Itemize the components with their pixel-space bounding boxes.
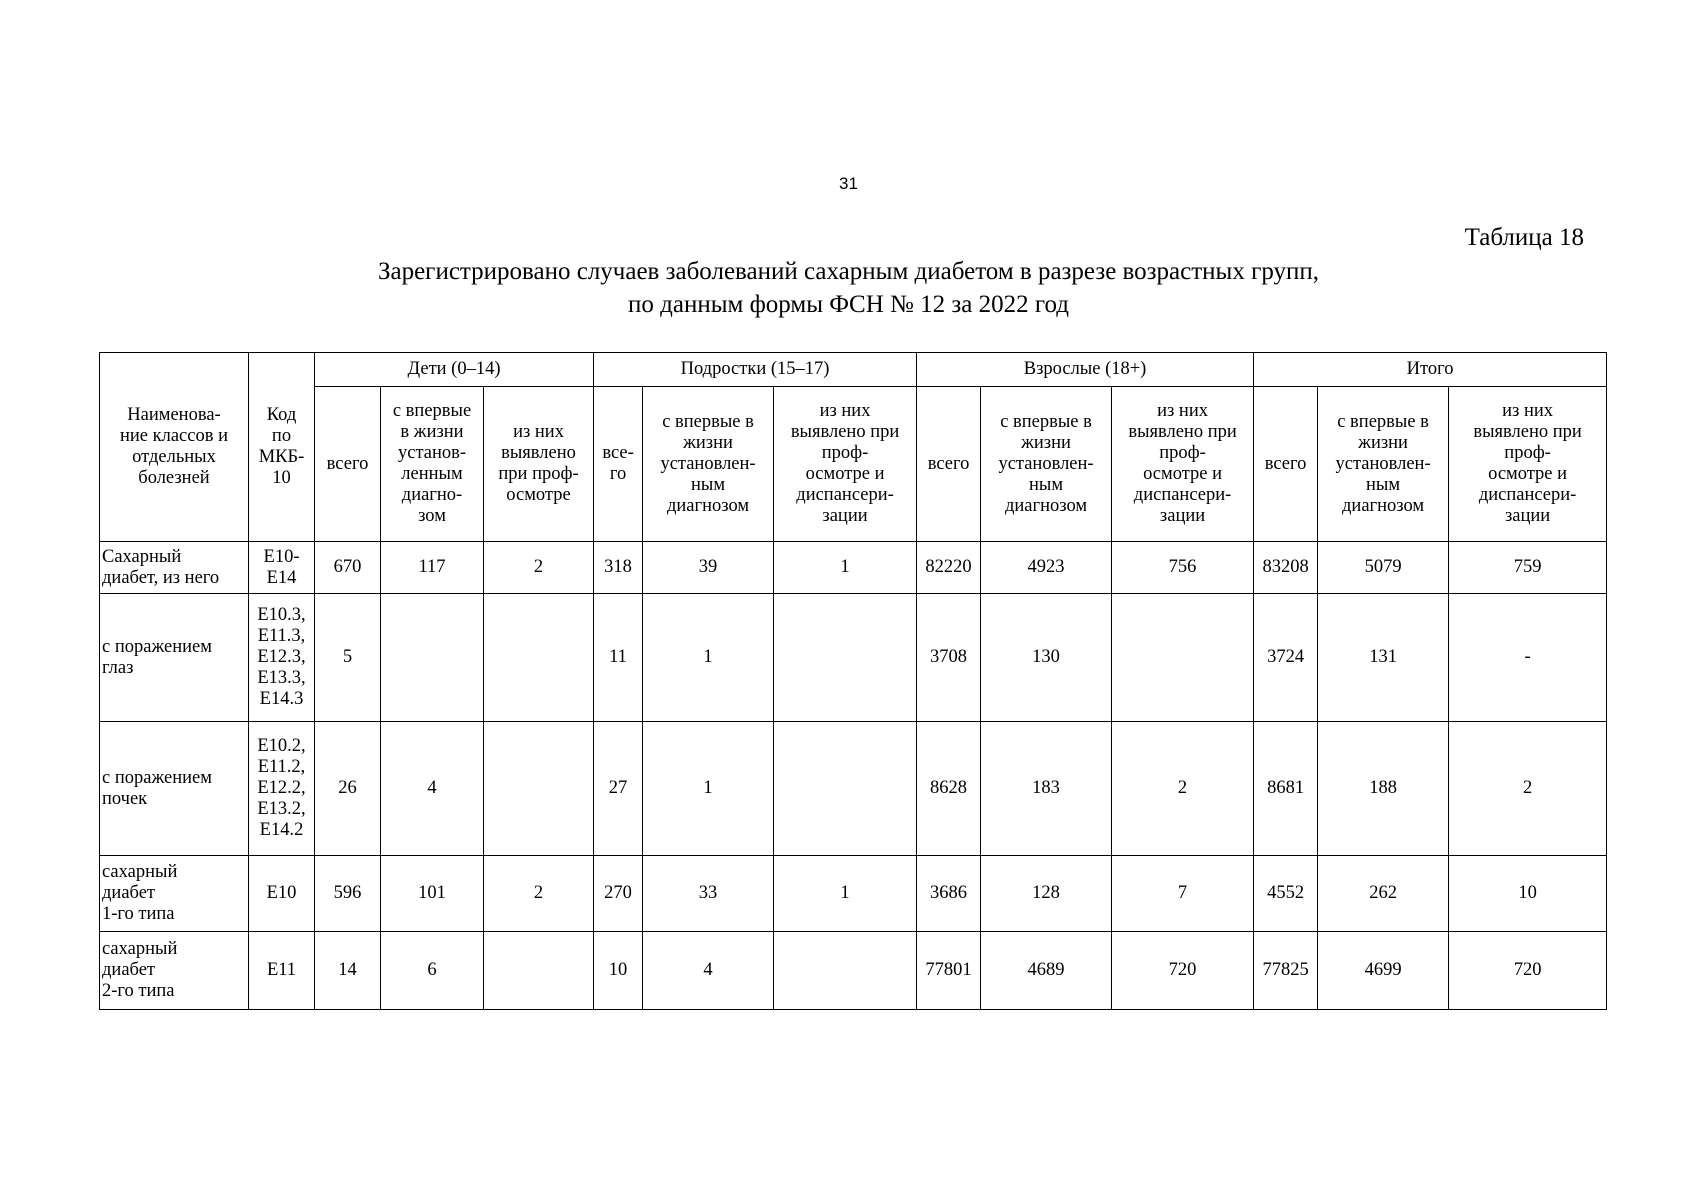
disease-name-line: диабет xyxy=(102,960,155,980)
header-sub-cell: с впервые в жизни установлен- ным диагнозом xyxy=(981,387,1112,542)
value-cell: 4 xyxy=(643,932,774,1010)
value-cell: 1 xyxy=(643,722,774,856)
header-sub-cell: всего xyxy=(1254,387,1318,542)
disease-name-line: сахарный xyxy=(102,939,178,959)
value-cell: 2 xyxy=(484,542,594,594)
icd-code-line: Е11.3, xyxy=(257,626,306,646)
value-cell: 6 xyxy=(381,932,484,1010)
header-sub-cell: из них выявлено при проф- осмотре и диспансери- зации xyxy=(1449,387,1607,542)
table-row xyxy=(100,542,1607,594)
header-sub-cell: из них выявлено при проф- осмотре xyxy=(484,387,594,542)
value-cell: 4 xyxy=(381,722,484,856)
disease-name-line: глаз xyxy=(102,657,134,678)
disease-name-cell xyxy=(100,722,249,856)
value-cell: 7 xyxy=(1112,856,1254,932)
value-cell: 130 xyxy=(981,594,1112,722)
disease-name-cell xyxy=(100,932,249,1010)
disease-name-line: 1-го типа xyxy=(102,904,175,924)
disease-name-line: почек xyxy=(102,788,148,809)
value-cell: 11 xyxy=(594,594,643,722)
icd-code-cell xyxy=(249,722,315,856)
value-cell xyxy=(484,594,594,722)
header-group-children: Дети (0–14) xyxy=(315,353,594,387)
value-cell: 10 xyxy=(1449,856,1607,932)
table-row xyxy=(100,856,1607,932)
icd-code-cell xyxy=(249,932,315,1010)
value-cell: 1 xyxy=(774,856,917,932)
header-row-sub xyxy=(100,387,1607,542)
header-name-col: Наименова- ние классов и отдельных болезней xyxy=(100,353,249,542)
value-cell: - xyxy=(1449,594,1607,722)
value-cell xyxy=(484,932,594,1010)
value-cell xyxy=(484,722,594,856)
value-cell: 4689 xyxy=(981,932,1112,1010)
page-number: 31 xyxy=(839,174,858,193)
header-sub-cell: все- го xyxy=(594,387,643,542)
icd-code-line: Е14.3 xyxy=(259,689,304,709)
value-cell: 117 xyxy=(381,542,484,594)
value-cell: 10 xyxy=(594,932,643,1010)
disease-name-line: 2-го типа xyxy=(102,981,175,1001)
icd-code-line: Е12.3, xyxy=(257,647,306,667)
icd-code-line: Е10- xyxy=(263,546,300,567)
disease-name-line: с поражением xyxy=(102,767,212,788)
value-cell: 2 xyxy=(1449,722,1607,856)
header-sub-cell: всего xyxy=(917,387,981,542)
icd-code-line: Е11.2, xyxy=(257,757,306,777)
table-row xyxy=(100,594,1607,722)
value-cell: 8681 xyxy=(1254,722,1318,856)
value-cell xyxy=(381,594,484,722)
value-cell: 1 xyxy=(643,594,774,722)
value-cell: 183 xyxy=(981,722,1112,856)
value-cell: 720 xyxy=(1449,932,1607,1010)
icd-code-line: Е10.3, xyxy=(257,605,306,625)
header-sub-cell: с впервые в жизни установ- ленным диагно- зом xyxy=(381,387,484,542)
value-cell: 4923 xyxy=(981,542,1112,594)
value-cell: 82220 xyxy=(917,542,981,594)
value-cell: 14 xyxy=(315,932,381,1010)
value-cell: 1 xyxy=(774,542,917,594)
value-cell: 720 xyxy=(1112,932,1254,1010)
value-cell xyxy=(1112,594,1254,722)
header-group-adults: Взрослые (18+) xyxy=(917,353,1254,387)
value-cell: 101 xyxy=(381,856,484,932)
icd-code-cell xyxy=(249,594,315,722)
value-cell xyxy=(774,594,917,722)
icd-code-line: Е14 xyxy=(266,567,297,588)
diabetes-table xyxy=(99,352,1607,1010)
value-cell: 3708 xyxy=(917,594,981,722)
value-cell: 26 xyxy=(315,722,381,856)
value-cell: 756 xyxy=(1112,542,1254,594)
value-cell: 5079 xyxy=(1318,542,1449,594)
value-cell: 131 xyxy=(1318,594,1449,722)
header-sub-cell: с впервые в жизни установлен- ным диагнозом xyxy=(1318,387,1449,542)
disease-name-line: диабет, из него xyxy=(102,567,220,588)
header-group-total: Итого xyxy=(1254,353,1607,387)
value-cell: 2 xyxy=(1112,722,1254,856)
value-cell: 670 xyxy=(315,542,381,594)
value-cell xyxy=(774,932,917,1010)
value-cell: 188 xyxy=(1318,722,1449,856)
value-cell: 596 xyxy=(315,856,381,932)
value-cell: 5 xyxy=(315,594,381,722)
icd-code-line: Е10 xyxy=(266,883,297,903)
icd-code-line: Е13.3, xyxy=(257,668,306,688)
value-cell: 759 xyxy=(1449,542,1607,594)
table-label: Таблица 18 xyxy=(1464,224,1584,251)
header-code-col: Код по МКБ- 10 xyxy=(249,353,315,542)
value-cell xyxy=(774,722,917,856)
table-body xyxy=(100,542,1607,1010)
header-sub-cell: с впервые в жизни установлен- ным диагнозом xyxy=(643,387,774,542)
value-cell: 83208 xyxy=(1254,542,1318,594)
value-cell: 318 xyxy=(594,542,643,594)
value-cell: 27 xyxy=(594,722,643,856)
icd-code-line: Е11 xyxy=(266,960,297,980)
disease-name-line: диабет xyxy=(102,883,155,903)
header-group-teens: Подростки (15–17) xyxy=(594,353,917,387)
table-title xyxy=(0,255,1697,321)
header-row-groups xyxy=(100,353,1607,387)
header-sub-cell: всего xyxy=(315,387,381,542)
value-cell: 270 xyxy=(594,856,643,932)
value-cell: 33 xyxy=(643,856,774,932)
value-cell: 262 xyxy=(1318,856,1449,932)
icd-code-cell xyxy=(249,856,315,932)
disease-name-cell xyxy=(100,594,249,722)
disease-name-line: сахарный xyxy=(102,862,178,882)
value-cell: 3724 xyxy=(1254,594,1318,722)
value-cell: 128 xyxy=(981,856,1112,932)
icd-code-cell xyxy=(249,542,315,594)
value-cell: 8628 xyxy=(917,722,981,856)
header-sub-cell: из них выявлено при проф- осмотре и диспансери- зации xyxy=(1112,387,1254,542)
disease-name-line: Сахарный xyxy=(102,546,182,567)
icd-code-line: Е13.2, xyxy=(257,799,306,819)
title-line-1: Зарегистрировано случаев заболеваний сахарным диабетом в разрезе возрастных групп, xyxy=(377,258,1320,285)
value-cell: 4552 xyxy=(1254,856,1318,932)
title-line-2: по данным формы ФСН № 12 за 2022 год xyxy=(628,291,1069,318)
value-cell: 39 xyxy=(643,542,774,594)
disease-name-cell xyxy=(100,542,249,594)
value-cell: 3686 xyxy=(917,856,981,932)
value-cell: 4699 xyxy=(1318,932,1449,1010)
icd-code-line: Е10.2, xyxy=(257,736,306,756)
header-sub-cell: из них выявлено при проф- осмотре и диспансери- зации xyxy=(774,387,917,542)
table-row xyxy=(100,932,1607,1010)
table-row xyxy=(100,722,1607,856)
value-cell: 2 xyxy=(484,856,594,932)
value-cell: 77801 xyxy=(917,932,981,1010)
icd-code-line: Е12.2, xyxy=(257,778,306,798)
icd-code-line: Е14.2 xyxy=(259,820,304,840)
disease-name-line: с поражением xyxy=(102,636,212,657)
disease-name-cell xyxy=(100,856,249,932)
value-cell: 77825 xyxy=(1254,932,1318,1010)
